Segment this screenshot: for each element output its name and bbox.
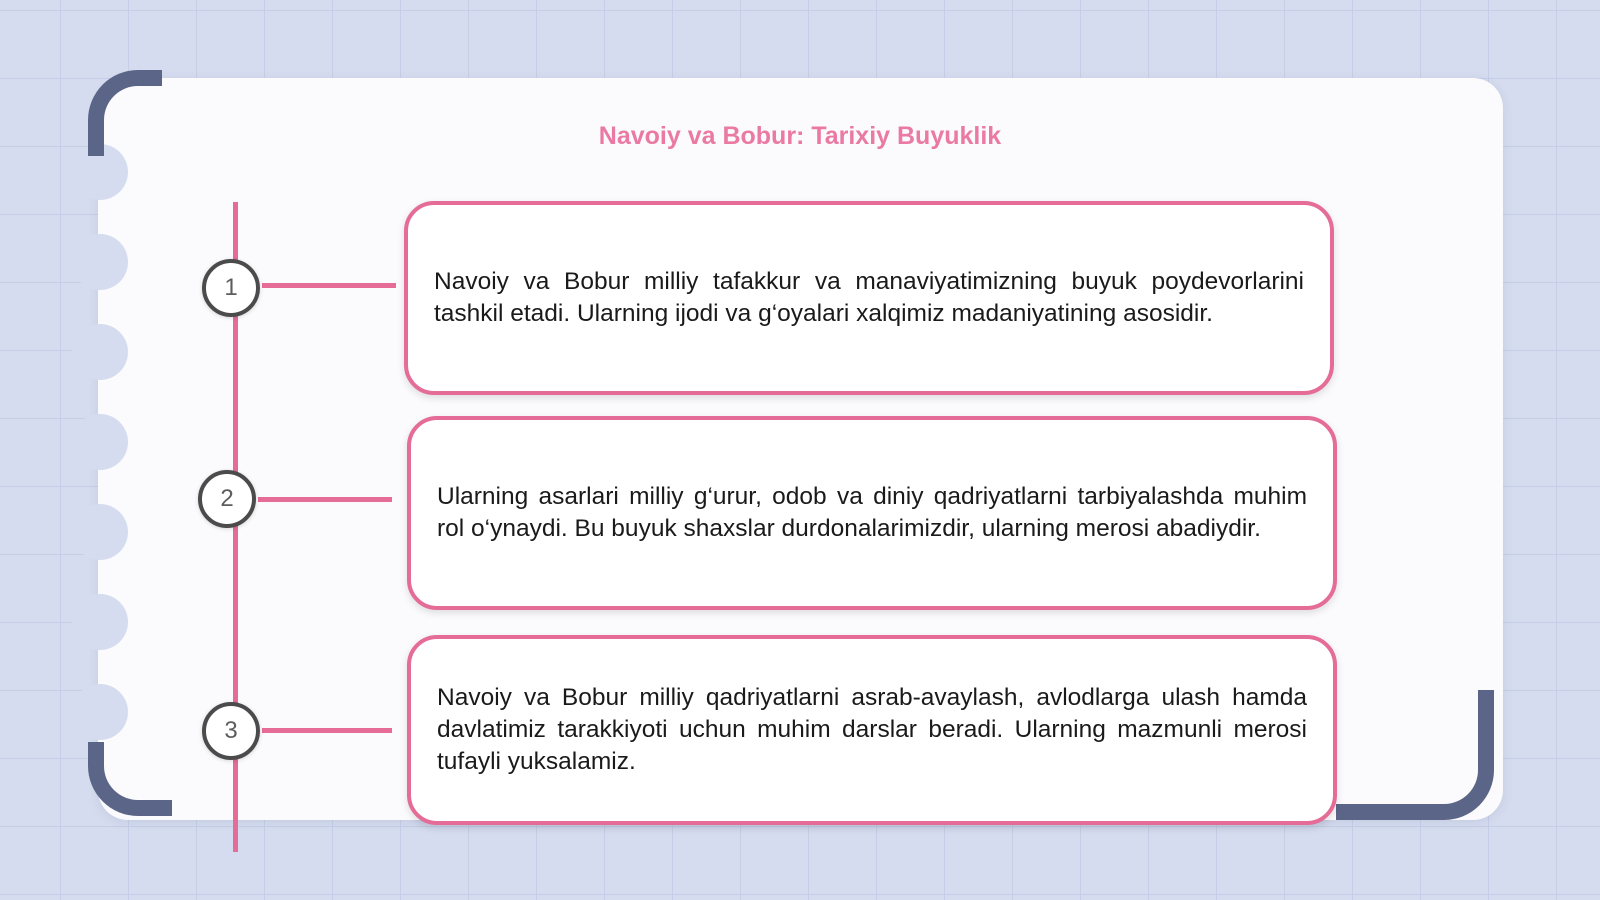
timeline-connector	[262, 283, 396, 288]
binder-notch	[72, 684, 128, 740]
timeline-node-1: 1	[202, 259, 260, 317]
timeline-connector	[258, 497, 392, 502]
frame-corner-bottom-left	[88, 742, 172, 816]
frame-corner-bottom-right	[1336, 690, 1494, 820]
timeline-connector	[262, 728, 392, 733]
timeline-card-1	[404, 201, 1334, 395]
binder-notch	[72, 414, 128, 470]
binder-notch	[72, 504, 128, 560]
binder-notch	[72, 324, 128, 380]
binder-notch	[72, 594, 128, 650]
timeline-node-2: 2	[198, 470, 256, 528]
slide-title: Navoiy va Bobur: Tarixiy Buyuklik	[598, 122, 1002, 150]
binder-notch	[72, 234, 128, 290]
card-text: Ularning asarlari milliy g‘urur, odob va diniy qadriyatlarni tarbiyalashda muhim rol o‘ynaydi. Bu buyuk shaxslar durdonalarimizdir, ularning merosi abadiydir.	[437, 483, 1307, 542]
timeline-node-3: 3	[202, 702, 260, 760]
card-text: Navoiy va Bobur milliy tafakkur va manaviyatimizning buyuk poydevorlarini tashkil etadi. Ularning ijodi va g‘oyalari xalqimiz madaniyatining asosidir.	[434, 268, 1304, 327]
card-text: Navoiy va Bobur milliy qadriyatlarni asrab-avaylash, avlodlarga ulash hamda davlatimiz tarakkiyoti uchun muhim darslar beradi. Ularning mazmunli merosi tufayli yuksalamiz.	[437, 684, 1307, 775]
timeline-card-2	[407, 416, 1337, 610]
timeline-card-3	[407, 635, 1337, 825]
